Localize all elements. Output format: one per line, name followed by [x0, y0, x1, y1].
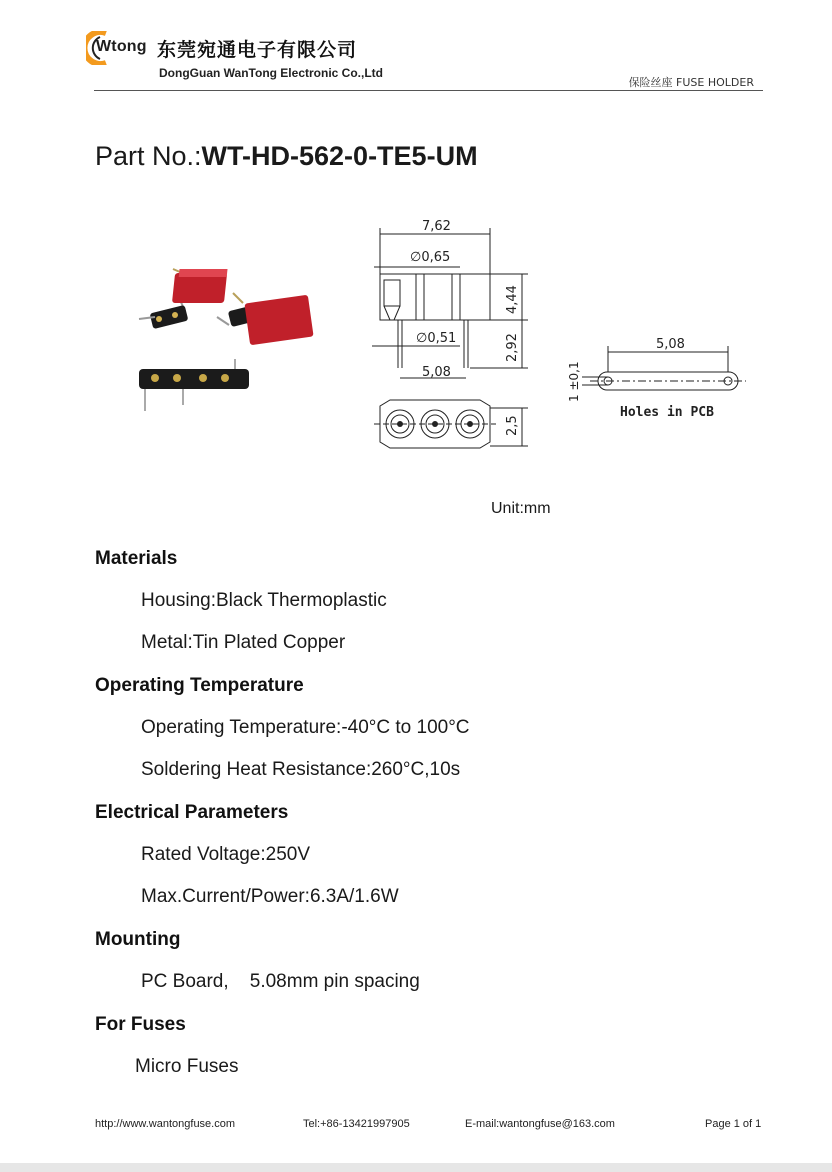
company-name-en: DongGuan WanTong Electronic Co.,Ltd [159, 66, 383, 80]
dim-pin-diameter: ∅0,65 [410, 250, 451, 265]
section-materials-title: Materials [95, 548, 178, 569]
part-number-title [95, 141, 478, 172]
logo-wordmark: Wtong [96, 38, 147, 55]
section-electrical-title: Electrical Parameters [95, 802, 289, 823]
header-divider [94, 90, 763, 91]
part-number-value: WT-HD-562-0-TE5-UM [201, 141, 478, 171]
section-mounting-title: Mounting [95, 929, 181, 950]
product-category: 保险丝座 FUSE HOLDER [628, 76, 754, 89]
footer-email[interactable]: E-mail:wantongfuse@163.com [465, 1118, 615, 1130]
section-temperature-title: Operating Temperature [95, 675, 304, 696]
dim-height: 4,44 [505, 285, 520, 314]
dim-pin-diameter-small: ∅0,51 [416, 331, 457, 346]
dimension-drawing [360, 210, 535, 460]
product-photo [125, 255, 325, 415]
mounting-info: PC Board, 5.08mm pin spacing [141, 971, 420, 992]
footer-tel: Tel:+86-13421997905 [303, 1118, 410, 1130]
dim-width: 7,62 [422, 219, 451, 234]
fuses-info: Micro Fuses [135, 1056, 239, 1077]
company-name-cn: 东莞宛通电子有限公司 [157, 39, 358, 61]
part-number-label: Part No.: [95, 141, 202, 171]
unit-label: Unit:mm [491, 500, 551, 517]
pcb-spacing: 5,08 [656, 337, 685, 352]
dim-depth: 2,5 [505, 415, 520, 436]
temperature-operating: Operating Temperature:-40°C to 100°C [141, 717, 470, 738]
temperature-soldering: Soldering Heat Resistance:260°C,10s [141, 759, 461, 780]
footer-page-number: Page 1 of 1 [705, 1118, 762, 1130]
electrical-current: Max.Current/Power:6.3A/1.6W [141, 886, 399, 907]
pcb-holes-drawing [562, 330, 752, 425]
footer-website[interactable]: http://www.wantongfuse.com [95, 1118, 236, 1130]
dim-pin-length: 2,92 [505, 333, 520, 362]
dim-spacing: 5,08 [422, 365, 451, 380]
materials-housing: Housing:Black Thermoplastic [141, 590, 387, 611]
pcb-caption: Holes in PCB [620, 405, 714, 420]
section-fuses-title: For Fuses [95, 1014, 186, 1035]
page-bottom-edge [0, 1163, 832, 1172]
electrical-voltage: Rated Voltage:250V [141, 844, 311, 865]
pcb-hole-diameter: 1 ±0,1 [567, 361, 581, 402]
materials-metal: Metal:Tin Plated Copper [141, 632, 346, 653]
